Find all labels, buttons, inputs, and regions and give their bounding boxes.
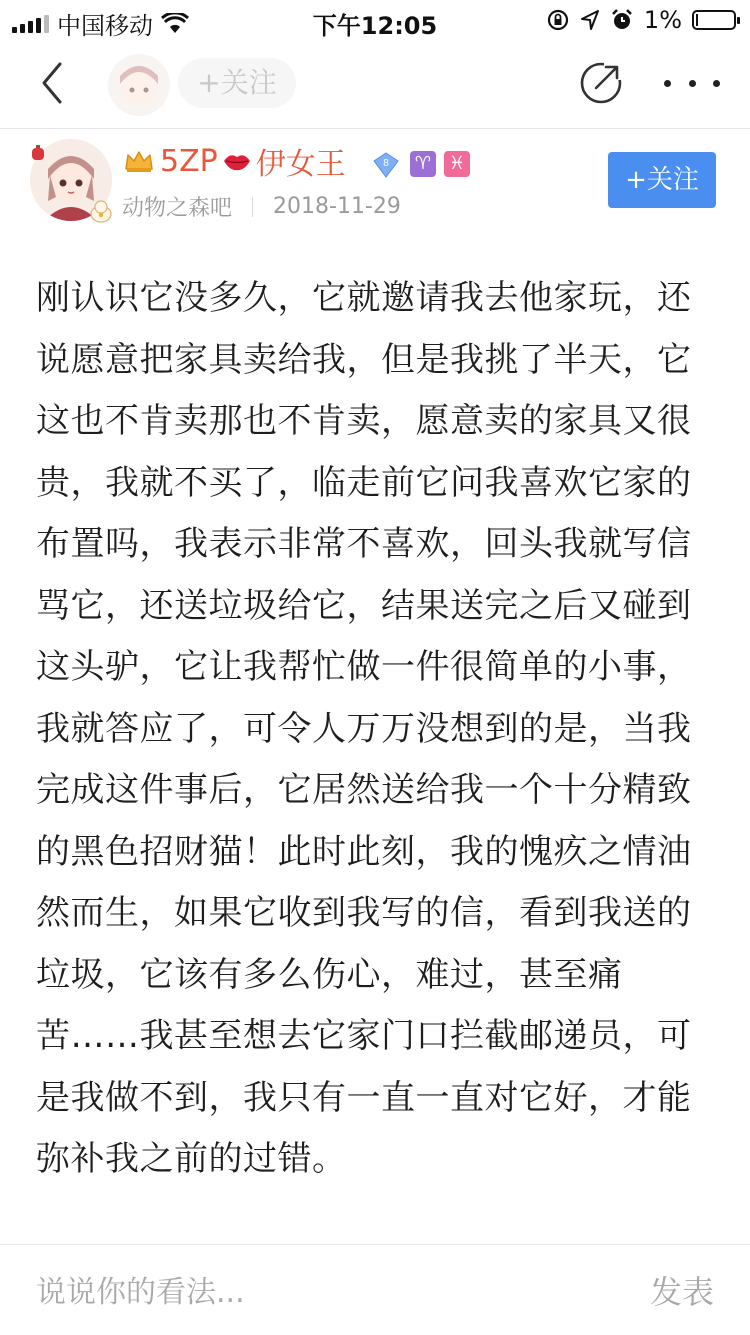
lantern-icon [30, 145, 46, 163]
post-date: 2018-11-29 [273, 194, 401, 219]
avatar-illustration-icon [108, 54, 170, 116]
battery-percent: 1% [643, 6, 682, 34]
author-avatar[interactable] [30, 139, 112, 221]
follow-button[interactable]: +关注 [608, 152, 716, 208]
comment-bar [0, 1244, 750, 1335]
level-diamond-badge [372, 151, 400, 179]
level-number: 8 [383, 158, 389, 169]
post-meta [122, 191, 401, 222]
battery-icon [692, 10, 736, 30]
status-right [546, 6, 736, 34]
share-icon[interactable] [578, 60, 624, 106]
aries-zodiac-icon: ♈ [410, 151, 436, 177]
back-arrow-icon[interactable] [30, 58, 80, 108]
crown-icon [124, 149, 154, 173]
author-header [0, 129, 750, 229]
lips-icon [222, 150, 252, 172]
clock: 下午12:05 [312, 12, 438, 40]
status-bar [0, 0, 750, 40]
nav-follow-button[interactable]: +关注 [178, 58, 296, 108]
carrier-label: 中国移动 [57, 12, 153, 40]
forum-name[interactable]: 动物之森吧 [122, 196, 233, 221]
username[interactable]: 5ZP [160, 143, 218, 179]
rotation-lock-icon [546, 8, 570, 32]
alarm-icon [610, 8, 634, 32]
username-suffix[interactable]: 伊女王 [255, 147, 346, 182]
nav-avatar[interactable] [108, 54, 170, 116]
publish-button[interactable]: 发表 [649, 1273, 714, 1311]
meta-divider [252, 197, 253, 217]
post-content: 刚认识它没多久，它就邀请我去他家玩，还说愿意把家具卖给我，但是我挑了半天，它这也不肯卖那也不肯卖，愿意卖的家具又很贵，我就不买了，临走前它问我喜欢它家的布置吗，我表示非常不喜欢，回头我就写信骂它，还送垃圾给它，结果送完之后又碰到这头驴，它让我帮忙做一件很简单的小事，我就答应了，可令人万万没想到的是，当我完成这件事后，它居然送给我一个十分精致的黑色招财猫！此时此刻，我的愧疚之情油然而生，如果它收到我写的信，看到我送的垃圾，它该有多么伤心，难过，甚至痛苦……我甚至想去它家门口拦截邮递员，可是我做不到，我只有一直一直对它好，才能弥补我之前的过错。 [36, 278, 692, 1179]
more-options-icon[interactable] [664, 70, 720, 96]
navigation-bar [0, 40, 750, 129]
username-row[interactable] [160, 139, 346, 183]
location-icon [580, 9, 600, 31]
lucky-cat-icon [88, 199, 114, 223]
comment-input[interactable]: 说说你的看法... [36, 1275, 245, 1310]
pisces-zodiac-icon: ♓ [444, 151, 470, 177]
